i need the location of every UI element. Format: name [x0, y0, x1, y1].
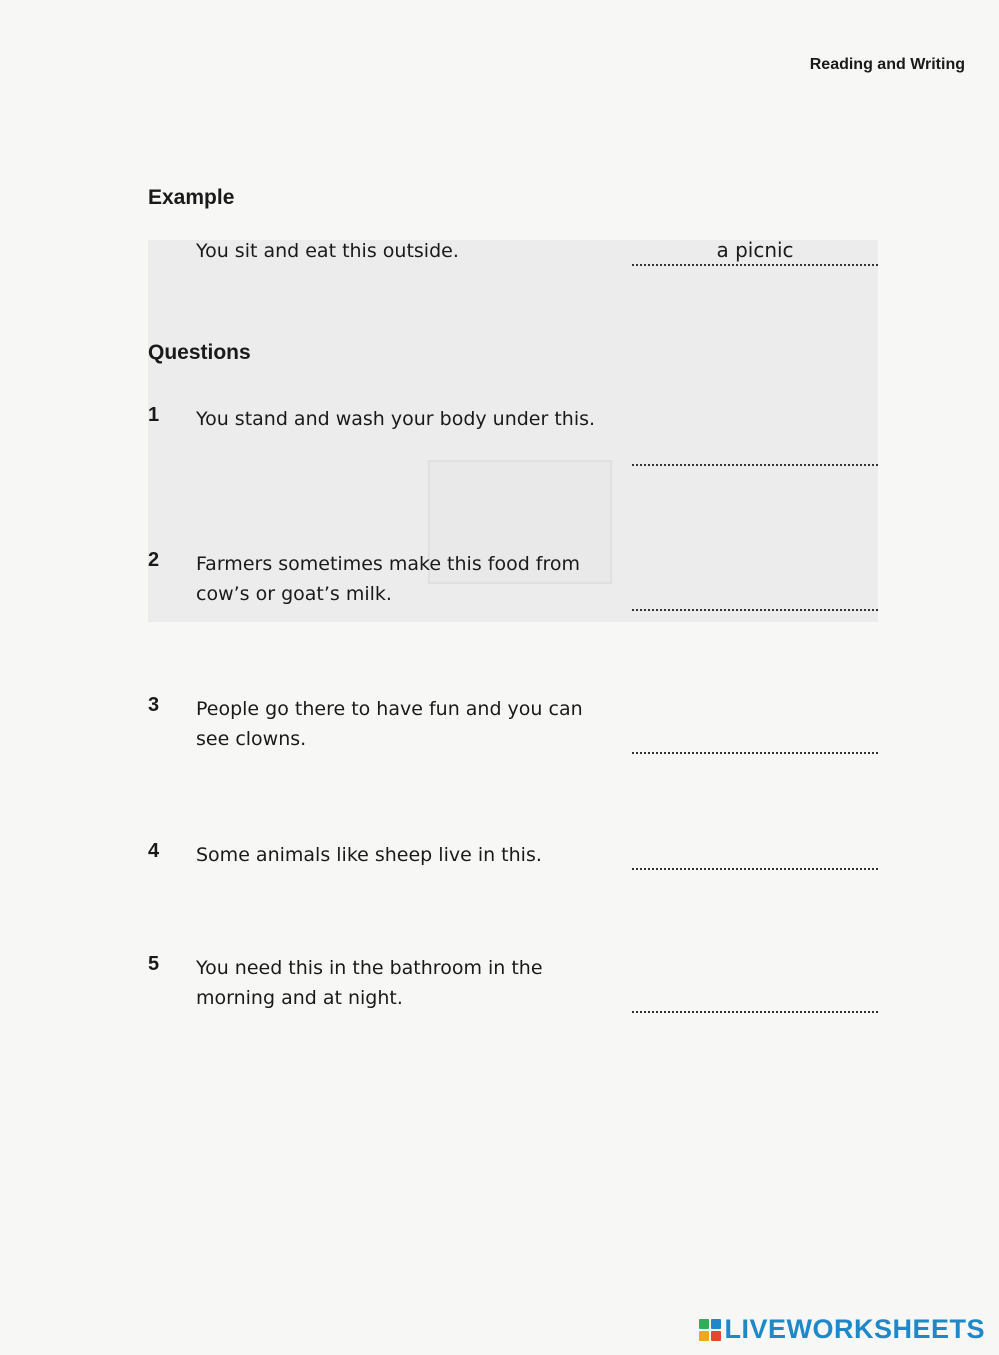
example-text: You sit and eat this outside.: [196, 240, 459, 262]
example-heading: Example: [148, 186, 235, 209]
answer-field-2[interactable]: [632, 581, 878, 611]
logo-text: LIVEWORKSHEETS: [724, 1314, 985, 1344]
question-3: [148, 694, 878, 756]
answer-input-3[interactable]: [632, 724, 878, 752]
answer-input-1[interactable]: [632, 436, 878, 464]
example-item: [148, 236, 878, 270]
question-5: [148, 953, 878, 1015]
answer-input-2[interactable]: [632, 581, 878, 609]
question-2: [148, 549, 878, 611]
question-1: [148, 404, 878, 466]
question-number: 4: [148, 840, 160, 862]
question-number: 5: [148, 953, 160, 975]
question-number: 2: [148, 549, 160, 571]
answer-input-5[interactable]: [632, 983, 878, 1011]
question-text: You stand and wash your body under this.: [196, 408, 596, 430]
answer-field-4[interactable]: [632, 840, 878, 870]
questions-heading: Questions: [148, 341, 251, 364]
question-number: 1: [148, 404, 160, 426]
example-answer: a picnic: [632, 236, 878, 266]
question-text: You need this in the bathroom in the morning and at night.: [196, 957, 543, 1009]
question-text: Farmers sometimes make this food from cow’s or goat’s milk.: [196, 553, 581, 605]
question-text: People go there to have fun and you can see clowns.: [196, 698, 583, 750]
logo-grid-icon: [699, 1319, 721, 1341]
question-4: [148, 840, 878, 874]
answer-field-1[interactable]: [632, 436, 878, 466]
question-text: Some animals like sheep live in this.: [196, 844, 542, 866]
question-number: 3: [148, 694, 160, 716]
answer-field-3[interactable]: [632, 724, 878, 754]
answer-field-5[interactable]: [632, 983, 878, 1013]
liveworksheets-logo: [699, 1314, 985, 1345]
page-header: Reading and Writing: [809, 56, 965, 73]
answer-input-4[interactable]: [632, 840, 878, 868]
